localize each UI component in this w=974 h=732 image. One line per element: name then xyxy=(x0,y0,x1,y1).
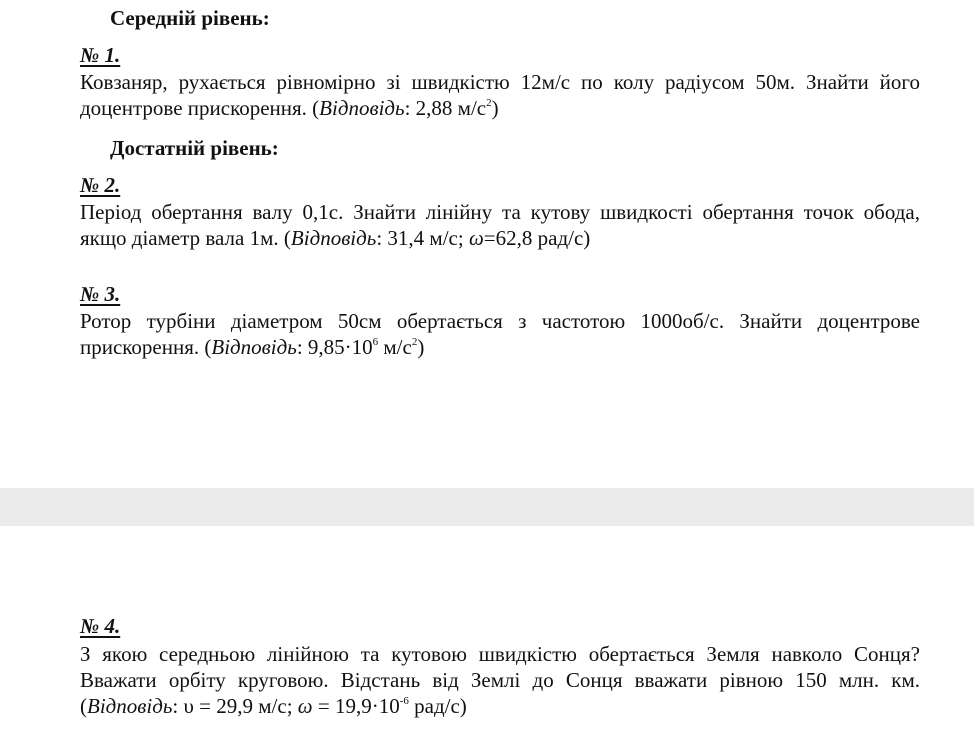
problem-number-1: № 1. xyxy=(80,43,121,67)
page-separator xyxy=(0,488,974,526)
problem-3-text: Ротор турбіни діаметром 50см обертається з частотою 1000об/с. Знайти доцентрове прискорення. (Відповідь: $9,85\cdot 10^6$ $м/с^2$) xyxy=(80,309,920,359)
problem-number-4: № 4. xyxy=(80,614,121,638)
problem-2-text: Період обертання валу 0,1с. Знайти лінійну та кутову швидкості обертання точок обода, якщо діаметр вала 1м. (Відповідь: 31,4 м/с; ω=62,8 рад/с) xyxy=(80,200,920,250)
problem-number-3: № 3. xyxy=(80,282,121,306)
level-heading-medium: Середній рівень: xyxy=(110,6,270,30)
level-heading-sufficient: Достатній рівень: xyxy=(110,136,279,160)
problem-4-text: З якою середньою лінійною та кутовою швидкістю обертається Земля навколо Сонця? Вважати орбіту круговою. Відстань від Землі до Сонця вважати рівною 150 млн. км. (Відповідь: υ = 29,9 м/с; $\omega = 19,9\cdot 10^{-6}$ рад/с) xyxy=(80,642,920,718)
problem-number-2: № 2. xyxy=(80,173,121,197)
problem-1-text: Ковзаняр, рухається рівномірно зі швидкістю 12м/с по колу радіусом 50м. Знайти його доцентрове прискорення. (Відповідь: 2,88 $м/с^2$) xyxy=(80,70,920,120)
document-page-2 xyxy=(0,526,974,732)
